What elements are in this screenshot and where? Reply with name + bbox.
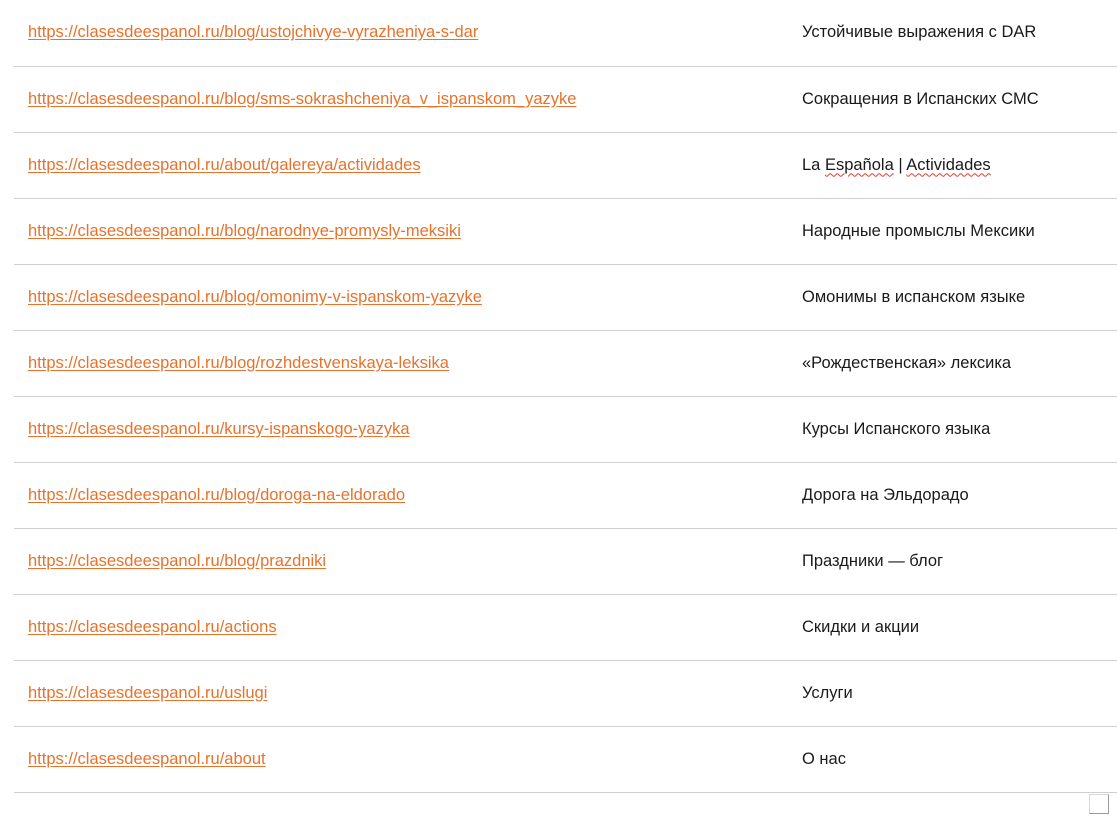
title-text: Омонимы в испанском языке: [802, 287, 1026, 306]
url-link[interactable]: https://clasesdeespanol.ru/blog/doroga-na-eldorado: [28, 485, 406, 504]
url-cell: [14, 660, 788, 726]
title-cell: [788, 0, 1117, 66]
url-cell: [14, 462, 788, 528]
link-table-body: [14, 0, 1117, 792]
title-cell: [788, 594, 1117, 660]
table-row: [14, 66, 1117, 132]
url-link[interactable]: https://clasesdeespanol.ru/blog/prazdniki: [28, 551, 327, 570]
misspelled-word: Española: [824, 155, 894, 174]
table-row: [14, 198, 1117, 264]
title-cell: [788, 660, 1117, 726]
url-link[interactable]: https://clasesdeespanol.ru/actions: [28, 617, 277, 636]
url-link[interactable]: https://clasesdeespanol.ru/uslugi: [28, 683, 268, 702]
table-row: [14, 594, 1117, 660]
resize-handle[interactable]: [1089, 794, 1109, 814]
table-row: [14, 330, 1117, 396]
link-table: [14, 0, 1117, 793]
url-cell: [14, 264, 788, 330]
title-text: Народные промыслы Мексики: [802, 221, 1035, 240]
title-text: «Рождественская» лексика: [802, 353, 1012, 372]
url-link[interactable]: https://clasesdeespanol.ru/blog/rozhdestvenskaya-leksika: [28, 353, 449, 372]
title-text: Праздники — блог: [802, 551, 944, 570]
url-link[interactable]: https://clasesdeespanol.ru/blog/omonimy-v-ispanskom-yazyke: [28, 287, 482, 306]
table-row: [14, 660, 1117, 726]
url-cell: [14, 330, 788, 396]
url-link[interactable]: https://clasesdeespanol.ru/about: [28, 749, 266, 768]
url-cell: [14, 132, 788, 198]
url-cell: [14, 66, 788, 132]
title-cell: [788, 198, 1117, 264]
url-link[interactable]: https://clasesdeespanol.ru/blog/narodnye-promysly-meksiki: [28, 221, 461, 240]
url-link[interactable]: https://clasesdeespanol.ru/blog/ustojchivye-vyrazheniya-s-dar: [28, 23, 479, 42]
title-text: О нас: [802, 749, 846, 768]
url-cell: [14, 726, 788, 792]
url-link[interactable]: https://clasesdeespanol.ru/kursy-ispanskogo-yazyka: [28, 419, 410, 438]
title-separator: |: [893, 155, 907, 174]
url-cell: [14, 594, 788, 660]
url-link[interactable]: https://clasesdeespanol.ru/blog/sms-sokrashcheniya_v_ispanskom_yazyke: [28, 89, 577, 108]
title-cell: [788, 462, 1117, 528]
title-text: Дорога на Эльдорадо: [802, 485, 969, 504]
table-row: [14, 264, 1117, 330]
title-prefix: La: [802, 155, 825, 174]
title-text: Сокращения в Испанских СМС: [802, 89, 1039, 108]
table-row: [14, 528, 1117, 594]
table-row: [14, 396, 1117, 462]
table-row: [14, 726, 1117, 792]
title-text: Скидки и акции: [802, 617, 920, 636]
table-row: [14, 0, 1117, 66]
misspelled-word: Actividades: [906, 155, 991, 174]
url-link[interactable]: https://clasesdeespanol.ru/about/galereya/actividades: [28, 155, 421, 174]
title-text: Устойчивые выражения с DAR: [802, 23, 1037, 42]
url-cell: [14, 396, 788, 462]
title-cell: [788, 330, 1117, 396]
title-text: Услуги: [802, 683, 853, 702]
title-text: [802, 156, 991, 174]
url-cell: [14, 528, 788, 594]
url-cell: [14, 0, 788, 66]
url-cell: [14, 198, 788, 264]
title-cell: [788, 396, 1117, 462]
title-cell: [788, 66, 1117, 132]
table-row: [14, 132, 1117, 198]
title-cell: [788, 726, 1117, 792]
title-text: Курсы Испанского языка: [802, 419, 991, 438]
title-cell: [788, 264, 1117, 330]
title-cell: [788, 132, 1117, 198]
title-cell: [788, 528, 1117, 594]
table-row: [14, 462, 1117, 528]
